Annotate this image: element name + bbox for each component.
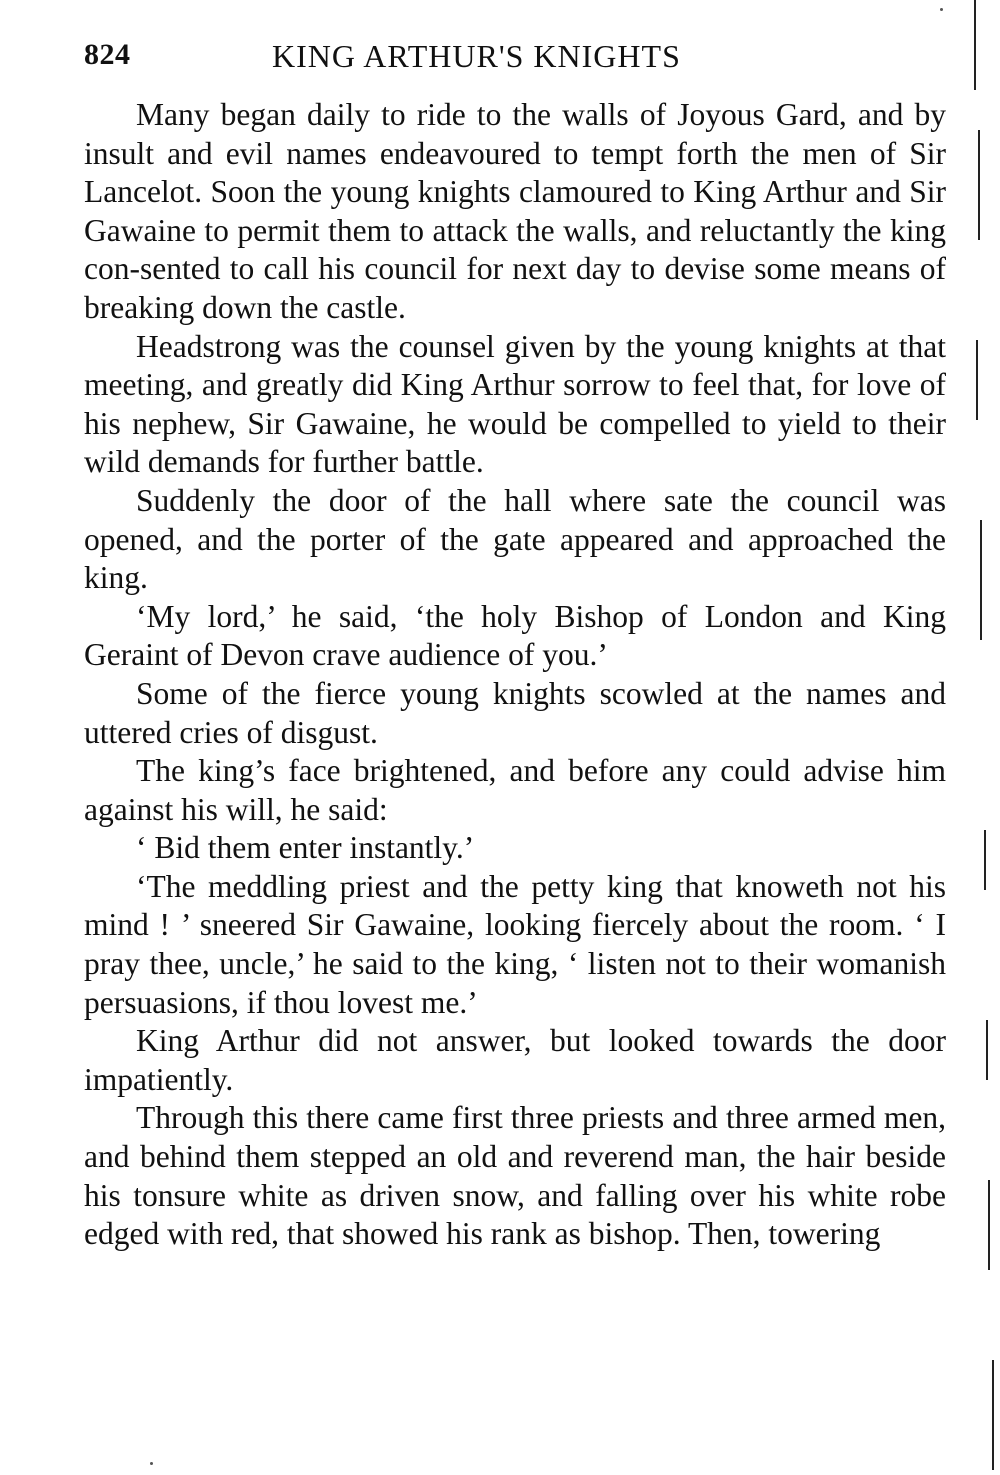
paragraph-1: Many began daily to ride to the walls of Joyous Gard, and by insult and evil names endeavoured to tempt forth the men of Sir Lancelot. Soon the young knights clamoured to King Arthur and Sir Gawaine to permit them to attack the walls, and reluctantly the king con-sented to call his council for next day to devise some means of breaking down the castle. — [84, 97, 946, 325]
scan-speck — [150, 1462, 153, 1465]
paragraph-5: Some of the fierce young knights scowled at the names and uttered cries of disgust. — [84, 675, 946, 750]
running-head: KING ARTHUR'S KNIGHTS — [272, 38, 681, 74]
scan-edge-line — [984, 830, 986, 890]
paragraph-7: ‘ Bid them enter instantly.’ — [136, 830, 475, 866]
paragraph-3: Suddenly the door of the hall where sate the council was opened, and the porter of the gate appeared and approached the king. — [84, 482, 946, 596]
scan-edge-line — [978, 130, 980, 240]
paragraph-8: ‘The meddling priest and the petty king that knoweth not his mind ! ’ sneered Sir Gawaine, looking fiercely about the room. ‘ I pray thee, uncle,’ he said to the king, ‘ listen not to their womanish persuasions, if thou lovest me.’ — [84, 868, 946, 1020]
scan-edge-line — [980, 520, 982, 640]
page-header — [84, 38, 950, 84]
body-text — [84, 96, 946, 1254]
scan-edge-line — [986, 1020, 988, 1080]
paragraph-10: Through this there came first three priests and three armed men, and behind them stepped an old and reverend man, the hair beside his tonsure white as driven snow, and falling over his white robe edged with red, that showed his rank as bishop. Then, towering — [84, 1100, 946, 1252]
scan-speck — [940, 8, 943, 11]
scan-edge-line — [992, 1360, 994, 1470]
scan-edge-line — [976, 340, 978, 420]
paragraph-9: King Arthur did not answer, but looked towards the door impatiently. — [84, 1023, 946, 1097]
scan-edge-line — [974, 0, 976, 90]
paragraph-6: The king’s face brightened, and before any could advise him against his will, he said: — [84, 753, 946, 827]
page-number: 824 — [84, 38, 131, 71]
paragraph-2: Headstrong was the counsel given by the young knights at that meeting, and greatly did King Arthur sorrow to feel that, for love of his nephew, Sir Gawaine, he would be compelled to yield to their wild demands for further battle. — [84, 328, 946, 480]
paragraph-4: ‘My lord,’ he said, ‘the holy Bishop of London and King Geraint of Devon crave audience of you.’ — [84, 598, 946, 673]
scan-edge-line — [988, 1180, 990, 1270]
